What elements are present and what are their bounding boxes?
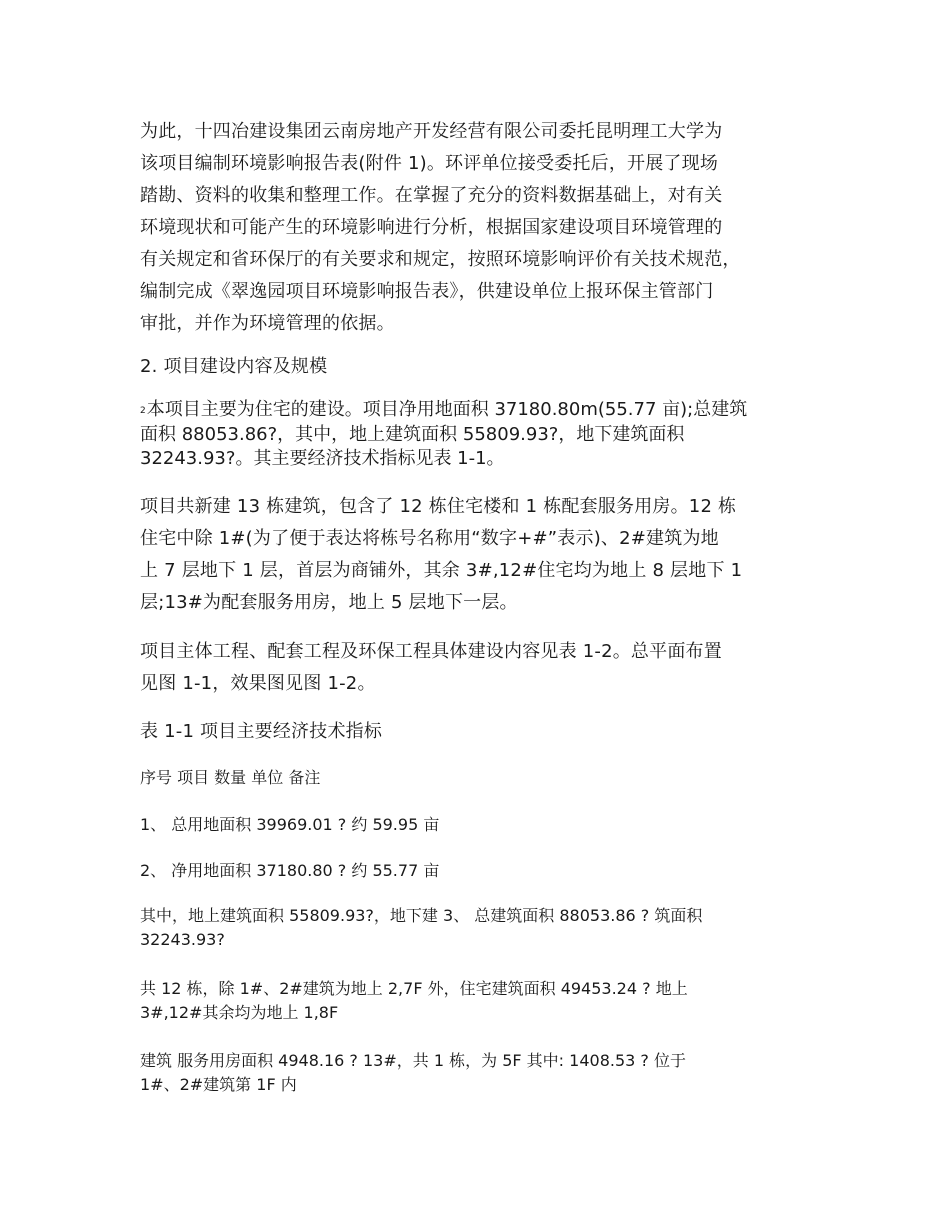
table-row: 2、 净用地面积 37180.80 ? 约 55.77 亩 [140, 861, 440, 880]
text-line: 见图 1-1，效果图见图 1-2。 [140, 673, 376, 694]
buildings-paragraph [140, 491, 830, 619]
intro-paragraph [140, 116, 830, 340]
table-row: 1、 总用地面积 39969.01 ? 约 59.95 亩 [140, 815, 440, 834]
layout-paragraph [140, 636, 830, 700]
text-line: 该项目编制环境影响报告表(附件 1)。环评单位接受委托后，开展了现场 [140, 153, 719, 174]
text-line: 上 7 层地下 1 层，首层为商铺外，其余 3#,12#住宅均为地上 8 层地下 1 [140, 560, 743, 581]
text-line: 32243.93?。其主要经济技术指标见表 1-1。 [140, 448, 505, 469]
text-line: 审批，并作为环境管理的依据。 [140, 313, 395, 334]
area-paragraph [140, 398, 830, 471]
table-row: 其中，地上建筑面积 55809.93?，地下建 3、 总建筑面积 88053.86 ? 筑面积 32243.93? [140, 906, 703, 949]
text-line: 为此，十四冶建设集团云南房地产开发经营有限公司委托昆明理工大学为 [140, 121, 723, 142]
text-line: 项目共新建 13 栋建筑，包含了 12 栋住宅楼和 1 栋配套服务用房。12 栋 [140, 496, 737, 517]
text-line: 层;13#为配套服务用房，地上 5 层地下一层。 [140, 592, 518, 613]
text-line: 踏勘、资料的收集和整理工作。在掌握了充分的资料数据基础上，对有关 [140, 185, 723, 206]
text-line: 编制完成《翠逸园项目环境影响报告表》，供建设单位上报环保主管部门 [140, 281, 714, 302]
superscript-two: 2 [140, 406, 146, 416]
text-line: 项目主体工程、配套工程及环保工程具体建设内容见表 1-2。总平面布置 [140, 641, 722, 662]
text-line: 环境现状和可能产生的环境影响进行分析，根据国家建设项目环境管理的 [140, 217, 723, 238]
section-heading: 2. 项目建设内容及规模 [140, 356, 328, 377]
text-line: 面积 88053.86?，其中，地上建筑面积 55809.93?，地下建筑面积 [140, 424, 685, 445]
text-line: 有关规定和省环保厅的有关要求和规定，按照环境影响评价有关技术规范， [140, 249, 741, 270]
table-row: 建筑 服务用房面积 4948.16 ? 13#，共 1 栋，为 5F 其中: 1408.53 ? 位于 1#、2#建筑第 1F 内 [140, 1051, 686, 1094]
text-line: 住宅中除 1#(为了便于表达将栋号名称用“数字+#”表示)、2#建筑为地 [140, 528, 719, 549]
table-header: 序号 项目 数量 单位 备注 [140, 768, 321, 787]
table-title: 表 1-1 项目主要经济技术指标 [140, 721, 383, 742]
text-line: 2本项目主要为住宅的建设。项目净用地面积 37180.80m(55.77 亩);总建筑 [140, 399, 748, 420]
table-row: 共 12 栋，除 1#、2#建筑为地上 2,7F 外，住宅建筑面积 49453.24 ? 地上 3#,12#其余均为地上 1,8F [140, 979, 688, 1022]
